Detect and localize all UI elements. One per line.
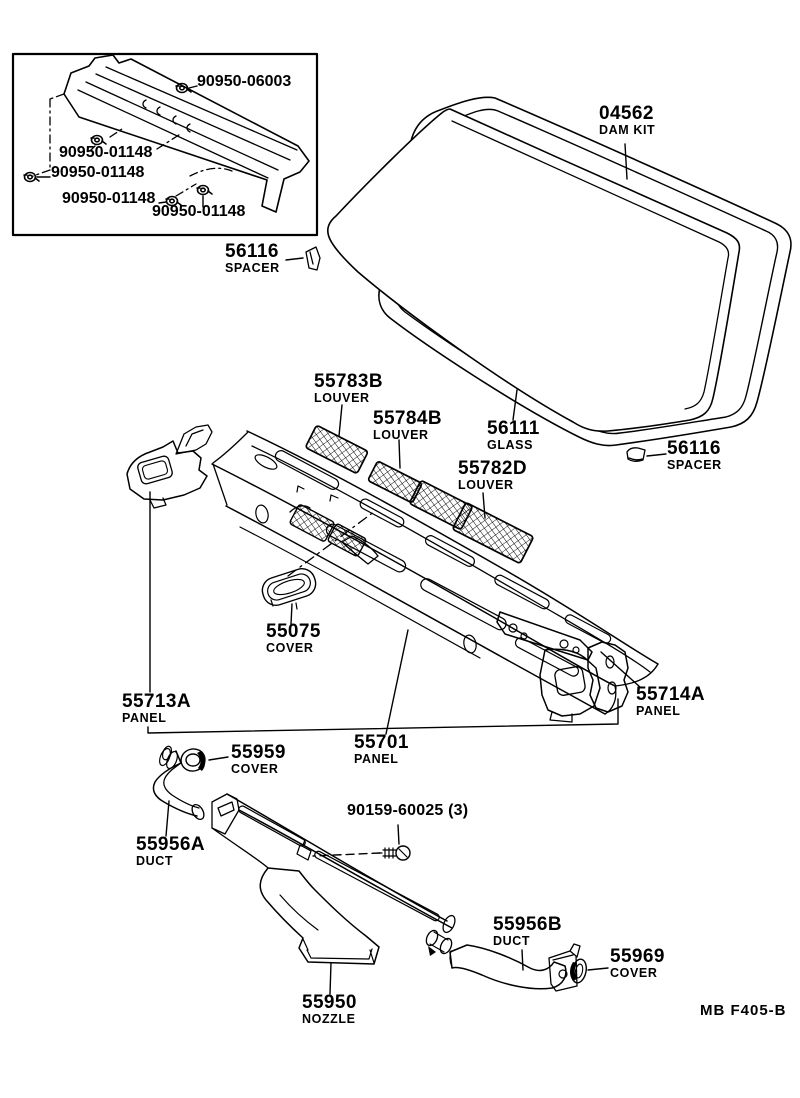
duct-55956a-glyph xyxy=(153,747,206,821)
part-number: 55969 xyxy=(610,946,665,967)
label-56116-left xyxy=(225,242,280,275)
label-90950-06003 xyxy=(197,74,291,91)
label-55782d xyxy=(458,459,527,492)
label-04562 xyxy=(599,104,655,137)
part-number: 55714A xyxy=(636,684,705,705)
part-number: 55956A xyxy=(136,834,205,855)
part-number: 04562 xyxy=(599,103,654,124)
part-number: 55075 xyxy=(266,621,321,642)
part-number: 56116 xyxy=(667,438,721,459)
part-name: NOZZLE xyxy=(302,1011,356,1026)
label-55713a xyxy=(122,692,191,725)
part-name: LOUVER xyxy=(314,390,370,405)
part-number: 55956B xyxy=(493,914,562,935)
label-55783b xyxy=(314,372,383,405)
label-55784b xyxy=(373,409,442,442)
part-number: 90950-01148 xyxy=(59,144,153,161)
part-number: 90950-01148 xyxy=(62,190,156,207)
label-56116-right xyxy=(667,439,722,472)
label-55956a xyxy=(136,835,205,868)
part-name: DUCT xyxy=(493,933,531,948)
part-number: 55701 xyxy=(354,732,409,753)
label-55969 xyxy=(610,947,665,980)
part-number: 55784B xyxy=(373,408,442,429)
label-90950-01148-a xyxy=(59,145,152,162)
part-number: 90159-60025 (3) xyxy=(347,802,469,819)
part-number: 55959 xyxy=(231,742,286,763)
label-55950 xyxy=(302,993,357,1026)
spacer-left-glyph xyxy=(306,247,320,270)
label-55075 xyxy=(266,622,321,655)
part-name: COVER xyxy=(610,965,658,980)
spacer-right-glyph xyxy=(627,448,645,461)
cover-55075-glyph xyxy=(259,565,319,609)
part-name: COVER xyxy=(266,640,314,655)
label-90950-01148-d xyxy=(152,204,245,221)
part-number: 55783B xyxy=(314,371,383,392)
screw-glyph xyxy=(379,846,410,860)
label-56111 xyxy=(487,419,540,452)
part-number: 56116 xyxy=(225,241,279,262)
part-name: GLASS xyxy=(487,437,534,452)
part-number: 56111 xyxy=(487,418,540,439)
duct-55956b-glyph xyxy=(450,944,580,991)
part-name: DAM KIT xyxy=(599,122,656,137)
label-90950-01148-b xyxy=(51,165,144,182)
part-number: 90950-06003 xyxy=(197,73,292,90)
label-55959 xyxy=(231,743,286,776)
cover-55969-glyph xyxy=(570,958,589,984)
windshield-glass-drawing xyxy=(328,109,740,431)
part-name: COVER xyxy=(231,761,279,776)
label-55714a xyxy=(636,685,705,718)
part-number: 55950 xyxy=(302,992,357,1013)
part-name: LOUVER xyxy=(373,427,429,442)
part-name: SPACER xyxy=(667,457,722,472)
label-55701 xyxy=(354,733,409,766)
louver-55783b-glyph xyxy=(305,425,368,474)
figure-code-text: MB F405-B xyxy=(700,1002,787,1019)
part-number: 90950-01148 xyxy=(152,203,246,220)
figure-code xyxy=(700,1003,787,1019)
part-number: 55713A xyxy=(122,691,191,712)
clip-icon xyxy=(197,186,212,195)
part-name: PANEL xyxy=(122,710,167,725)
part-name: SPACER xyxy=(225,260,280,275)
part-name: DUCT xyxy=(136,853,174,868)
label-55956b xyxy=(493,915,562,948)
part-name: PANEL xyxy=(354,751,399,766)
part-name: LOUVER xyxy=(458,477,514,492)
part-number: 90950-01148 xyxy=(51,164,145,181)
part-name: PANEL xyxy=(636,703,681,718)
label-90159-60025 xyxy=(347,803,468,820)
part-number: 55782D xyxy=(458,458,527,479)
label-90950-01148-c xyxy=(62,191,155,208)
